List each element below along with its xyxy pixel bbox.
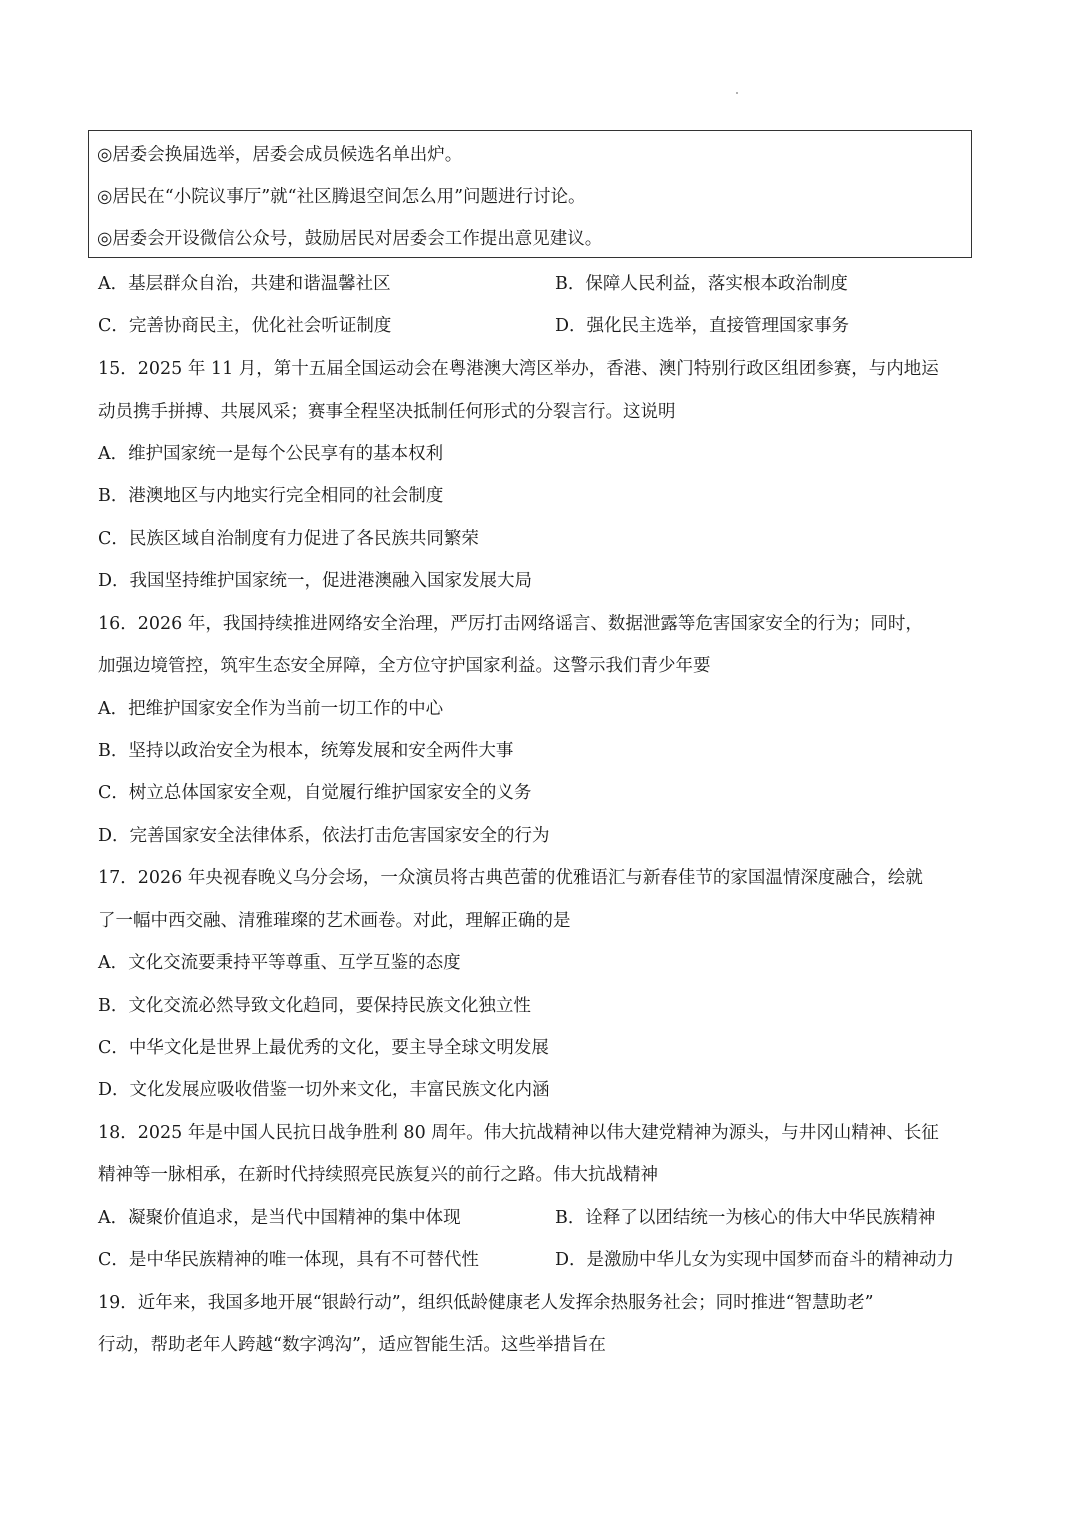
q19-stem-line1: 19．近年来，我国多地开展“银龄行动”，组织低龄健康老人发挥余热服务社会；同时推进“智慧助老” [98, 1293, 874, 1313]
q18-option-b: B．诠释了以团结统一为核心的伟大中华民族精神 [555, 1208, 936, 1228]
q17-option-d: D．文化发展应吸收借鉴一切外来文化，丰富民族文化内涵 [98, 1080, 550, 1100]
q15-stem-line2: 动员携手拼搏、共展风采；赛事全程坚决抵制任何形式的分裂言行。这说明 [98, 402, 676, 422]
material-item: ◎居民在“小院议事厅”就“社区腾退空间怎么用”问题进行讨论。 [97, 187, 586, 207]
q18-stem-line2: 精神等一脉相承，在新时代持续照亮民族复兴的前行之路。伟大抗战精神 [98, 1165, 658, 1185]
q18-option-d: D．是激励中华儿女为实现中国梦而奋斗的精神动力 [555, 1250, 955, 1270]
q16-stem-line2: 加强边境管控，筑牢生态安全屏障，全方位守护国家利益。这警示我们青少年要 [98, 656, 711, 676]
q19-stem-line2: 行动，帮助老年人跨越“数字鸿沟”，适应智能生活。这些举措旨在 [98, 1335, 606, 1355]
q15-option-d: D．我国坚持维护国家统一，促进港澳融入国家发展大局 [98, 571, 533, 591]
material-box [88, 130, 972, 258]
q15-stem-line1: 15．2025 年 11 月，第十五届全国运动会在粤港澳大湾区举办，香港、澳门特别行政区组团参赛，与内地运 [98, 359, 939, 379]
material-item: ◎居委会开设微信公众号，鼓励居民对居委会工作提出意见建议。 [97, 229, 603, 249]
q17-stem-line2: 了一幅中西交融、清雅璀璨的艺术画卷。对此，理解正确的是 [98, 911, 571, 931]
q14-option-a: A．基层群众自治，共建和谐温馨社区 [98, 274, 391, 294]
q17-option-b: B．文化交流必然导致文化趋同，要保持民族文化独立性 [98, 996, 531, 1016]
q17-option-c: C．中华文化是世界上最优秀的文化，要主导全球文明发展 [98, 1038, 549, 1058]
q16-stem-line1: 16．2026 年，我国持续推进网络安全治理，严厉打击网络谣言、数据泄露等危害国家安全的行为；同时， [98, 614, 923, 634]
q16-option-d: D．完善国家安全法律体系，依法打击危害国家安全的行为 [98, 826, 550, 846]
scan-dot [736, 92, 738, 94]
q18-option-c: C．是中华民族精神的唯一体现，具有不可替代性 [98, 1250, 479, 1270]
q14-option-b: B．保障人民利益，落实根本政治制度 [555, 274, 848, 294]
q15-option-c: C．民族区域自治制度有力促进了各民族共同繁荣 [98, 529, 479, 549]
q15-option-a: A．维护国家统一是每个公民享有的基本权利 [98, 444, 444, 464]
q16-option-c: C．树立总体国家安全观，自觉履行维护国家安全的义务 [98, 783, 532, 803]
q16-option-a: A．把维护国家安全作为当前一切工作的中心 [98, 699, 444, 719]
q16-option-b: B．坚持以政治安全为根本，统筹发展和安全两件大事 [98, 741, 514, 761]
q14-option-d: D．强化民主选举，直接管理国家事务 [555, 316, 850, 336]
material-item: ◎居委会换届选举，居委会成员候选名单出炉。 [97, 145, 463, 165]
q15-option-b: B．港澳地区与内地实行完全相同的社会制度 [98, 486, 444, 506]
q17-stem-line1: 17．2026 年央视春晚义乌分会场，一众演员将古典芭蕾的优雅语汇与新春佳节的家国温情深度融合，绘就 [98, 868, 923, 888]
q18-option-a: A．凝聚价值追求，是当代中国精神的集中体现 [98, 1208, 461, 1228]
q18-stem-line1: 18．2025 年是中国人民抗日战争胜利 80 周年。伟大抗战精神以伟大建党精神为源头，与井冈山精神、长征 [98, 1123, 939, 1143]
q17-option-a: A．文化交流要秉持平等尊重、互学互鉴的态度 [98, 953, 461, 973]
q14-option-c: C．完善协商民主，优化社会听证制度 [98, 316, 392, 336]
